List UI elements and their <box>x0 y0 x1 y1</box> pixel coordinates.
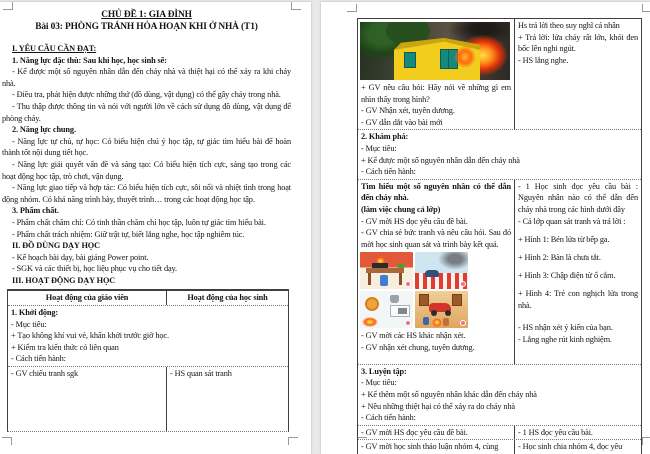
crop-mark-top-left <box>347 4 357 12</box>
paragraph: 3. Phẩm chất. <box>12 206 59 216</box>
paragraph: 1. Khởi động: <box>11 308 59 318</box>
page1-content <box>2 9 291 432</box>
paragraph: + Hình 1: Bén lửa từ bếp ga. <box>518 234 610 244</box>
paragraph: - GV mời các HS khác nhận xét. <box>361 331 466 341</box>
paragraph: - Cách tiến hành: <box>11 354 66 364</box>
flame-icon <box>362 317 378 327</box>
paragraph: III. HOẠT ĐỘNG DẠY HỌC <box>12 275 116 285</box>
paragraph: + Kể thêm một số nguyên nhân khác dẫn đến cháy nhà <box>361 389 537 399</box>
crop-mark-top-right <box>642 4 650 12</box>
crop-mark-bottom-right <box>642 437 650 445</box>
clothes-iron <box>425 270 439 277</box>
cause-panel-kitchen-stove <box>360 252 413 289</box>
paragraph: - Cả lớp quan sát tranh và trả lời : <box>518 216 626 226</box>
gas-cylinder <box>380 275 388 286</box>
activities-table-page1 <box>7 289 289 432</box>
paragraph: - 1 Học sinh đọc yêu cầu bài : Nguyên nhân nào có thể dẫn đến cháy nhà trong các hình dưới đây <box>518 181 638 214</box>
paragraph: - GV nhận xét chung, tuyên dương. <box>361 342 475 352</box>
requirements-section <box>2 43 291 286</box>
paragraph: - SGK và các thiết bị, học liệu phục vụ cho tiết dạy. <box>12 264 177 274</box>
paragraph: + Hình 4: Trẻ con nghịch lửa trong nhà. <box>518 288 638 310</box>
paragraph: - GV chia sẻ bức tranh và nêu câu hỏi. Sau đó mời học sinh quan sát và trình bày kết quả. <box>361 228 511 249</box>
teacher-cell <box>8 367 167 431</box>
paragraph: 2. Khám phá: <box>361 132 409 142</box>
paragraph: + Kiểm tra kiến thức có liên quan <box>11 342 119 352</box>
paragraph: Hs trả lời theo suy nghĩ cá nhân <box>518 21 620 30</box>
paragraph: - GV chiếu tranh sgk <box>11 369 79 379</box>
fire-glow <box>454 46 476 68</box>
paragraph: I. YÊU CẦU CẦN ĐẠT: <box>12 44 97 53</box>
paragraph: - Năng lực giải quyết vấn đề và sáng tạo: Có biểu hiện tích cực, sáng tạo trong các hoạt động học tập, trò chơi, vận dụng. <box>2 159 291 181</box>
panel-number-badge <box>405 281 411 287</box>
causes-activity-row <box>358 180 641 365</box>
paragraph: - Mục tiêu: <box>11 319 47 329</box>
paragraph: + Trả lời: lửa cháy rất lớn, khói đen bốc lên nghi ngút. <box>518 32 638 54</box>
child-figure <box>423 317 429 325</box>
crop-mark-bottom-right <box>288 437 298 445</box>
paragraph: - GV mời học sinh thảo luận nhóm 4, cùng <box>361 442 499 452</box>
paragraph: - Kể được một số nguyên nhân dẫn đến cháy nhà và thiệt hại có thể xảy ra khi cháy nhà. <box>2 67 291 88</box>
crop-mark-bottom-left <box>2 437 12 445</box>
student-cell <box>515 180 641 364</box>
column-header-student: Hoạt động của học sinh <box>187 293 268 303</box>
paragraph: + Kể được một số nguyên nhân dẫn đến cháy nhà <box>361 155 520 165</box>
wheel <box>445 310 451 316</box>
burning-house-image <box>360 22 510 80</box>
window-frame <box>448 49 449 69</box>
paragraph: - Mục tiêu: <box>361 143 397 153</box>
child-figure <box>443 318 449 326</box>
paragraph: - GV mời HS đọc yêu cầu đề bài. <box>361 216 468 226</box>
paragraph: - GV dẫn dắt vào bài mới <box>361 117 443 127</box>
paragraph: + Tạo không khí vui vẻ, khấn khởi trước giờ học. <box>11 331 169 341</box>
paragraph: (làm việc chung cả lớp) <box>361 204 441 214</box>
practice-section-row <box>358 365 641 426</box>
student-cell <box>515 440 641 454</box>
kettle <box>390 295 399 303</box>
flame-icon <box>432 318 442 327</box>
paragraph: - Cách tiến hành: <box>361 413 416 423</box>
smoke-cloud <box>438 252 468 270</box>
paragraph: - Cách tiến hành: <box>361 167 416 177</box>
paragraph: - Học sinh chia nhóm 4, đọc yêu <box>518 442 623 452</box>
paragraph: - Năng lực tự chủ, tự học: Có biểu hiện chú ý học tập, tự giác tìm hiểu bài để hoàn thành tốt nội dung tiết học. <box>2 136 291 158</box>
paragraph: + Nêu những thiệt hại có thể xảy ra do cháy nhà <box>361 401 515 411</box>
paragraph: - Lắng nghe rút kinh nghiệm. <box>518 334 612 344</box>
activities-table-page2 <box>357 18 642 454</box>
vegetables <box>397 264 405 268</box>
house-window <box>404 52 416 68</box>
paragraph: + Hình 2: Bàn là chưa tắt. <box>518 252 601 262</box>
doc-title-theme: CHỦ ĐỀ 1: GIA ĐÌNH <box>101 10 192 20</box>
paragraph: - Phẩm chất chăm chỉ: Có tinh thần chăm chỉ học tập, luôn tự giác tìm hiểu bài. <box>12 217 266 227</box>
teacher-cell <box>358 426 515 440</box>
paragraph: 3. Luyện tập: <box>361 366 407 376</box>
student-cell <box>167 367 288 431</box>
fan-heater <box>365 297 379 311</box>
paragraph: Tìm hiểu một số nguyên nhân có thể dẫn đến cháy nhà. <box>361 181 511 203</box>
paragraph: - Kế hoạch bài dạy, bài giảng Power point. <box>12 252 149 262</box>
fire-causes-grid-image <box>360 252 468 328</box>
cause-panel-children-fire <box>415 291 468 328</box>
microwave-window <box>398 308 407 314</box>
crop-mark-top-right <box>291 2 301 10</box>
panel-number-badge <box>460 320 466 326</box>
paragraph: - HS lắng nghe. <box>518 55 569 65</box>
read-request-row <box>358 426 641 441</box>
warmup-row <box>8 306 288 367</box>
table-leg <box>399 273 402 285</box>
table-leg <box>368 273 371 285</box>
paragraph: - HS quan sát tranh <box>170 369 232 379</box>
teacher-cell <box>358 440 515 454</box>
gas-stove <box>372 263 388 268</box>
discover-section-row <box>358 130 641 179</box>
paragraph: - Điều tra, phát hiện được những thứ (đồ dùng, vật dụng) có thể gây cháy trong nhà. <box>12 90 281 100</box>
cause-panel-appliances <box>360 291 413 328</box>
panel-number-badge <box>405 320 411 326</box>
table-header-row <box>8 291 288 306</box>
paragraph: + GV nêu câu hỏi: Hãy nói về những gì em nhìn thấy trong hình? <box>361 83 511 104</box>
paragraph: - 1 HS đọc yêu cầu bài. <box>518 427 593 437</box>
paragraph: - HS nhận xét ý kiến của bạn. <box>518 323 613 333</box>
paragraph: - Phẩm chất trách nhiệm: Giữ trật tự, biết lắng nghe, học tập nghiêm túc. <box>12 229 245 239</box>
paragraph: II. ĐỒ DÙNG DẠY HỌC <box>12 241 100 251</box>
observe-picture-row <box>358 19 641 130</box>
doc-title-lesson: Bài 03: PHÒNG TRÁNH HỎA HOẠN KHI Ở NHÀ (T1) <box>35 22 258 32</box>
teacher-cell <box>358 180 515 364</box>
paragraph: 2. Năng lực chung. <box>12 125 76 135</box>
paragraph: - Thu thập được thông tin và nói với người lớn về cách sử dụng đồ dùng, vật dụng để phòng cháy. <box>2 101 291 123</box>
column-header-teacher: Hoạt động của giáo viên <box>8 291 167 305</box>
teacher-cell <box>358 19 515 129</box>
cause-panel-iron-on-bed <box>415 252 468 289</box>
wheel <box>431 310 437 316</box>
student-cell <box>515 19 641 129</box>
window <box>419 294 429 306</box>
paragraph: + Hình 3: Chập điện từ ổ cắm. <box>518 270 616 280</box>
student-cell <box>515 426 641 440</box>
paragraph: - Mục tiêu: <box>361 378 397 388</box>
paragraph: - Năng lực giao tiếp và hợp tác: Có biểu hiện tích cực, sôi nổi và nhiệt tình trong hoạt động nhóm. Có khả năng trình bày, thuyết trình… trong các hoạt động học tập. <box>2 183 291 204</box>
warmup-actions-row <box>8 367 288 431</box>
paragraph: - GV mời HS đọc yêu cầu đề bài. <box>361 427 468 437</box>
paragraph: - GV Nhận xét, tuyên dương. <box>361 106 455 116</box>
page-2 <box>321 2 650 454</box>
page-1 <box>0 2 311 454</box>
window <box>452 294 462 306</box>
group-discussion-row <box>358 440 641 454</box>
paragraph: 1. Năng lực đặc thù: Sau khi học, học sinh sẽ: <box>12 55 167 65</box>
